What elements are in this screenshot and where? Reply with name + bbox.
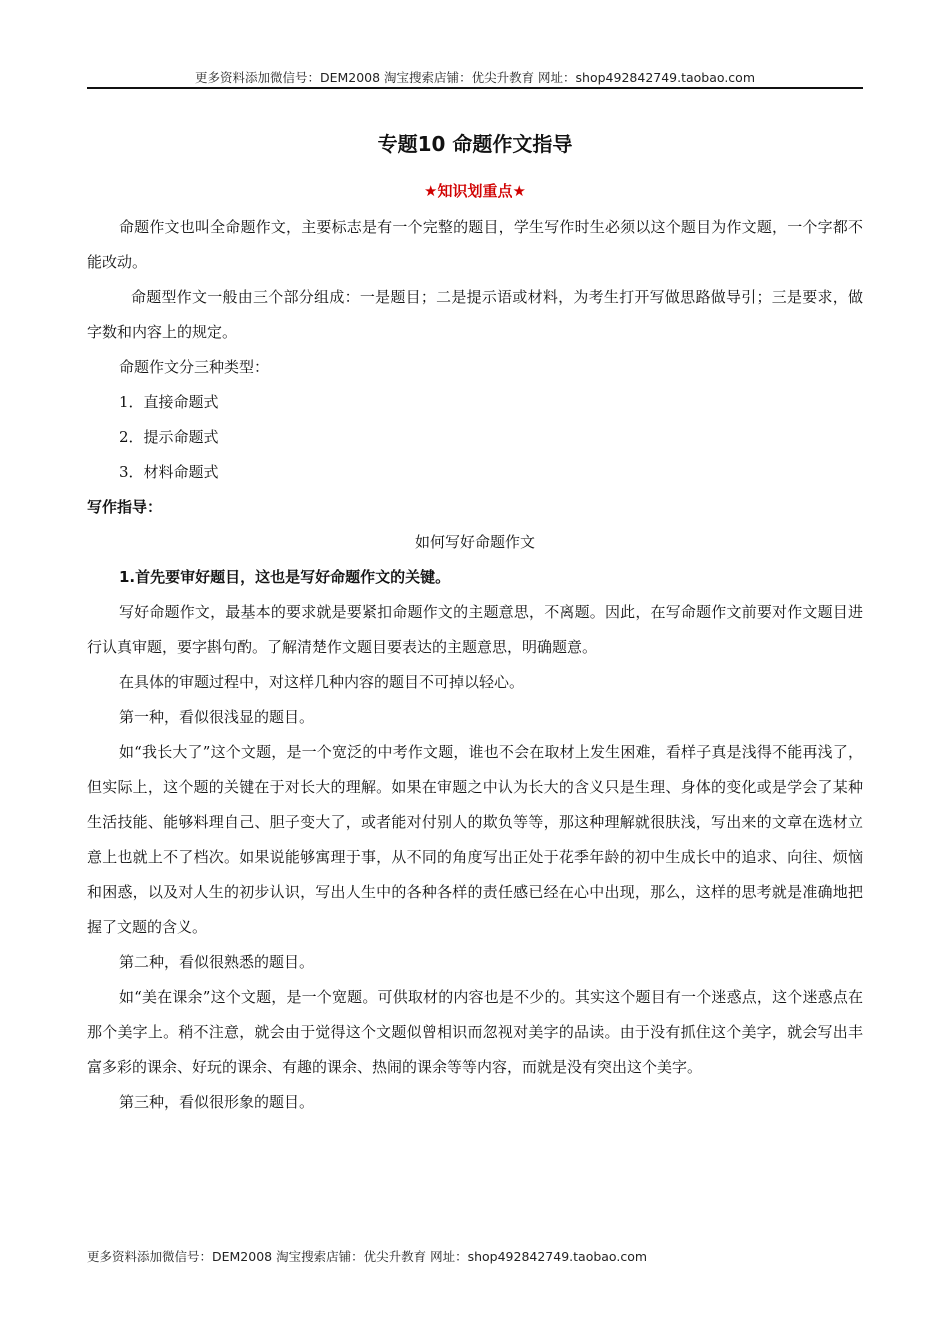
body-paragraph-3: 第一种，看似很浅显的题目。 xyxy=(119,708,315,726)
intro-paragraph-2: 命题型作文一般由三个部分组成：一是题目；二是提示语或材料，为考生打开写做思路做导引；三是要求，做字数和内容上的规定。 xyxy=(87,288,863,341)
body-paragraph-6: 如“美在课余”这个文题，是一个宽题。可供取材的内容也是不少的。其实这个题目有一个迷惑点，这个迷惑点在那个美字上。稍不注意，就会由于觉得这个文题似曾相识而忽视对美字的品读。由于没有抓住这个美字，就会写出丰富多彩的课余、好玩的课余、有趣的课余、热闹的课余等等内容，而就是没有突出这个美字。 xyxy=(87,988,863,1076)
document-body xyxy=(87,210,863,1120)
body-paragraph-2: 在具体的审题过程中，对这样几种内容的题目不可掉以轻心。 xyxy=(119,673,525,691)
body-paragraph-1: 写好命题作文，最基本的要求就是要紧扣命题作文的主题意思，不离题。因此，在写命题作文前要对作文题目进行认真审题，要字斟句酌。了解清楚作文题目要表达的主题意思，明确题意。 xyxy=(87,603,863,656)
body-paragraph-5: 第二种，看似很熟悉的题目。 xyxy=(119,953,315,971)
page-header: 更多资料添加微信号：DEM2008 淘宝搜索店铺：优尖升教育 网址：shop492842749.taobao.com xyxy=(194,70,756,85)
types-intro: 命题作文分三种类型： xyxy=(119,358,270,376)
type-item-2: 2．提示命题式 xyxy=(119,428,219,446)
section-subtitle: ★知识划重点★ xyxy=(424,182,526,200)
body-paragraph-4: 如“我长大了”这个文题，是一个宽泛的中考作文题，谁也不会在取材上发生困难，看样子真是浅得不能再浅了，但实际上，这个题的关键在于对长大的理解。如果在审题之中认为长大的含义只是生理、身体的变化或是学会了某种生活技能、能够料理自己、胆子变大了，或者能对付别人的欺负等等，那这种理解就很肤浅，写出来的文章在选材立意上也就上不了档次。如果说能够寓理于事，从不同的角度写出正处于花季年龄的初中生成长中的追求、向往、烦恼和困惑，以及对人生的初步认识，写出人生中的各种各样的责任感已经在心中出现，那么，这样的思考就是准确地把握了文题的含义。 xyxy=(87,743,863,936)
header-divider xyxy=(87,87,863,89)
intro-paragraph-1: 命题作文也叫全命题作文，主要标志是有一个完整的题目，学生写作时生必须以这个题目为作文题，一个字都不能改动。 xyxy=(87,218,863,271)
type-item-1: 1．直接命题式 xyxy=(119,393,219,411)
guide-title: 如何写好命题作文 xyxy=(414,533,535,551)
body-paragraph-7: 第三种，看似很形象的题目。 xyxy=(119,1093,315,1111)
guide-heading: 写作指导： xyxy=(87,498,163,516)
point-1-heading: 1.首先要审好题目，这也是写好命题作文的关键。 xyxy=(119,568,451,586)
page-footer: 更多资料添加微信号：DEM2008 淘宝搜索店铺：优尖升教育 网址：shop492842749.taobao.com xyxy=(87,1249,648,1264)
document-title: 专题10 命题作文指导 xyxy=(377,132,573,156)
type-item-3: 3．材料命题式 xyxy=(119,463,219,481)
